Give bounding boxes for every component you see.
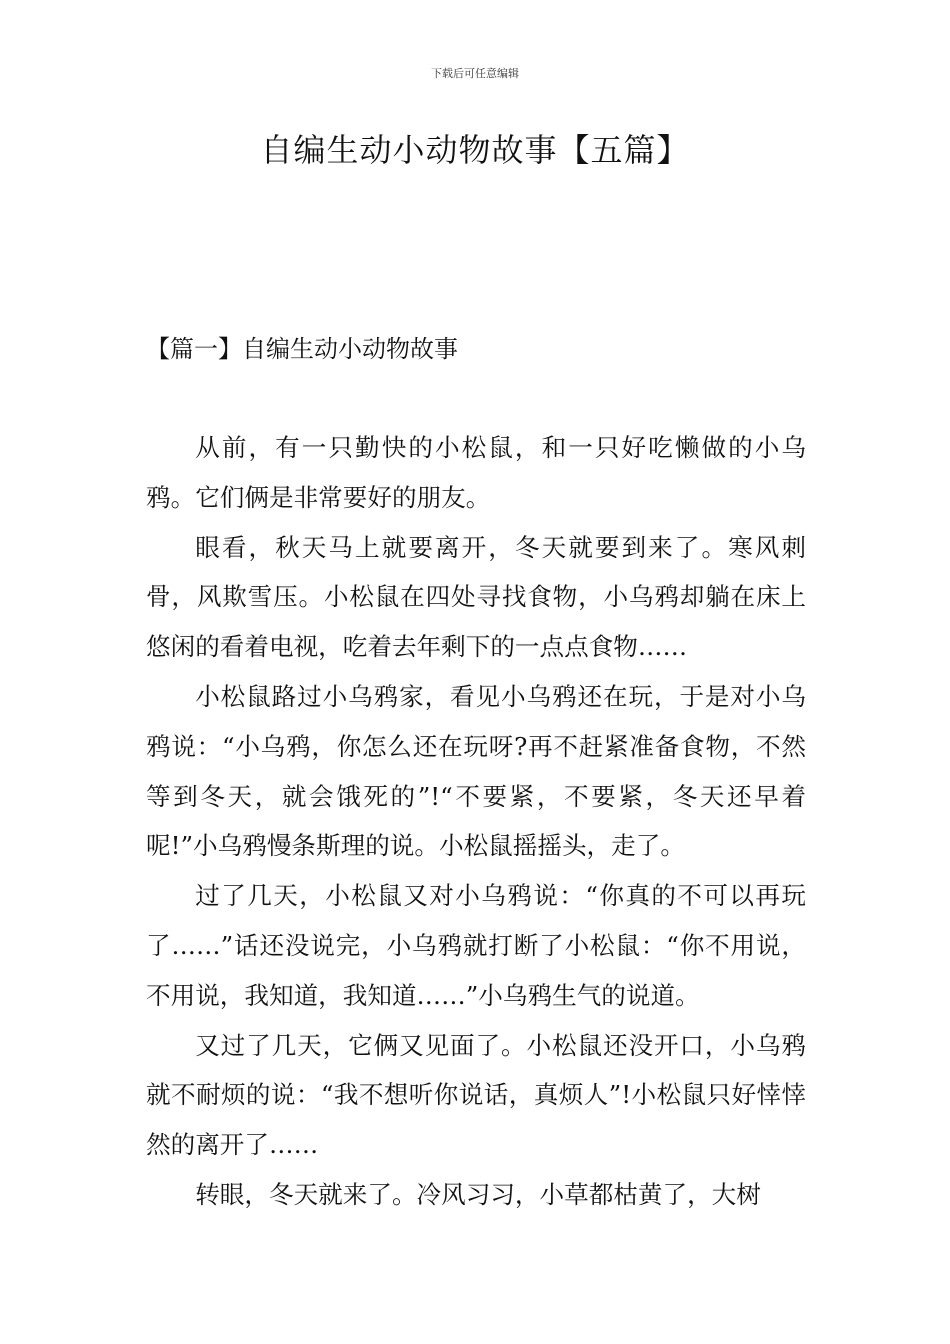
header-note: 下载后可任意编辑 <box>431 67 519 80</box>
paragraph-5: 又过了几天，它俩又见面了。小松鼠还没开口，小乌鸦就不耐烦的说：“我不想听你说话，真烦人”!小松鼠只好悻悻然的离开了…… <box>146 1030 806 1160</box>
paragraph-6: 转眼，冬天就来了。冷风习习，小草都枯黄了，大树 <box>195 1179 761 1209</box>
paragraph-2: 眼看，秋天马上就要离开，冬天就要到来了。寒风刺骨，风欺雪压。小松鼠在四处寻找食物，小乌鸦却躺在床上悠闲的看着电视，吃着去年剩下的一点点食物…… <box>146 532 806 662</box>
story-body <box>146 423 806 1220</box>
document-title: 自编生动小动物故事【五篇】 <box>260 131 690 169</box>
section-heading: 【篇一】自编生动小动物故事 <box>146 335 458 363</box>
paragraph-3: 小松鼠路过小乌鸦家，看见小乌鸦还在玩，于是对小乌鸦说：“小乌鸦，你怎么还在玩呀?再不赶紧准备食物，不然等到冬天，就会饿死的”!“不要紧，不要紧，冬天还早着呢!”小乌鸦慢条斯理的说。小松鼠摇摇头，走了。 <box>146 681 806 861</box>
paragraph-1: 从前，有一只勤快的小松鼠，和一只好吃懒做的小乌鸦。它们俩是非常要好的朋友。 <box>146 433 806 512</box>
paragraph-4: 过了几天，小松鼠又对小乌鸦说：“你真的不可以再玩了……”话还没说完，小乌鸦就打断了小松鼠：“你不用说，不用说，我知道，我知道……”小乌鸦生气的说道。 <box>146 881 806 1010</box>
